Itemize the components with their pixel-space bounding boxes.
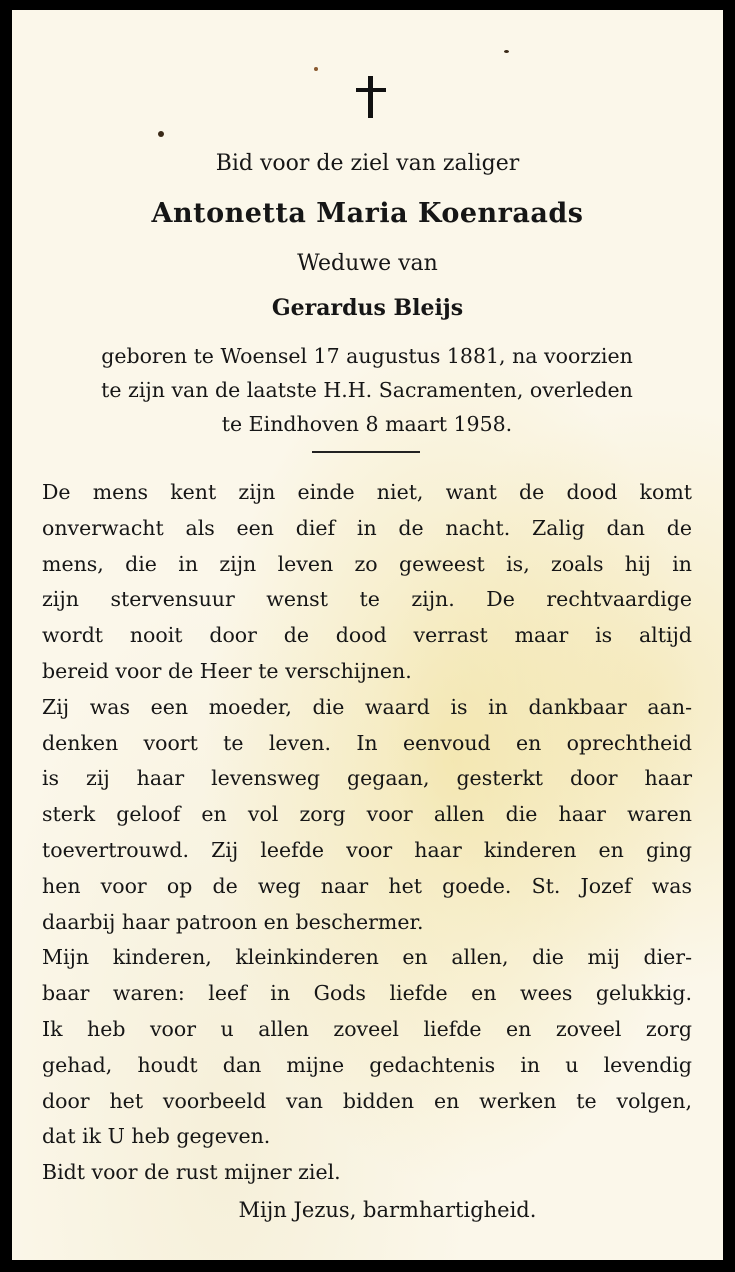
memorial-card <box>12 10 723 1260</box>
closing-prayer: Mijn Jezus, barmhartigheid. <box>238 1198 537 1222</box>
widow-of-line: Weduwe van <box>297 251 438 276</box>
ink-spot <box>158 131 164 137</box>
intro-line: Bid voor de ziel van zaliger <box>215 151 520 176</box>
text-line: baar waren: leef in Gods liefde en wees gelukkig. <box>42 981 692 1006</box>
text-line: De mens kent zijn einde niet, want de dood komt <box>42 480 692 504</box>
text-line: bereid voor de Heer te verschijnen. <box>42 658 412 683</box>
memorial-text <box>42 475 692 1191</box>
text-line: Zij was een moeder, die waard is in dankbaar aan- <box>42 694 692 719</box>
text-line: Mijn kinderen, kleinkinderen en allen, die mij dier- <box>42 945 692 970</box>
ink-spot <box>504 50 509 53</box>
text-line: Bidt voor de rust mijner ziel. <box>42 1160 341 1185</box>
text-line: hen voor op de weg naar het goede. St. Jozef was <box>42 873 692 898</box>
text-line: daarbij haar patroon en beschermer. <box>42 909 424 934</box>
text-line: onverwacht als een dief in de nacht. Zalig dan de <box>42 515 692 540</box>
bio-line: te zijn van de laatste H.H. Sacramenten, overleden <box>101 378 633 402</box>
divider <box>312 451 420 453</box>
text-line: is zij haar levensweg gegaan, gesterkt door haar <box>42 766 692 791</box>
text-line: door het voorbeeld van bidden en werken te volgen, <box>42 1088 692 1113</box>
text-line: denken voort te leven. In eenvoud en oprechtheid <box>42 730 692 755</box>
text-line: toevertrouwd. Zij leefde voor haar kinderen en ging <box>42 837 692 862</box>
text-line: mens, die in zijn leven zo geweest is, zoals hij in <box>42 551 692 576</box>
text-line: Ik heb voor u allen zoveel liefde en zoveel zorg <box>42 1016 692 1041</box>
spouse-name: Gerardus Bleijs <box>271 295 464 321</box>
ink-spot <box>314 67 318 71</box>
text-line: wordt nooit door de dood verrast maar is altijd <box>42 623 692 648</box>
deceased-name: Antonetta Maria Koenraads <box>151 198 584 229</box>
text-line: dat ik U heb gegeven. <box>42 1124 271 1149</box>
text-line: gehad, houdt dan mijne gedachtenis in u levendig <box>42 1052 692 1077</box>
bio-line: te Eindhoven 8 maart 1958. <box>221 412 513 436</box>
cross-icon <box>356 76 386 118</box>
text-line: zijn stervensuur wenst te zijn. De rechtvaardige <box>42 587 692 612</box>
text-line: sterk geloof en vol zorg voor allen die haar waren <box>42 802 692 827</box>
bio-line: geboren te Woensel 17 augustus 1881, na voorzien <box>101 344 633 368</box>
